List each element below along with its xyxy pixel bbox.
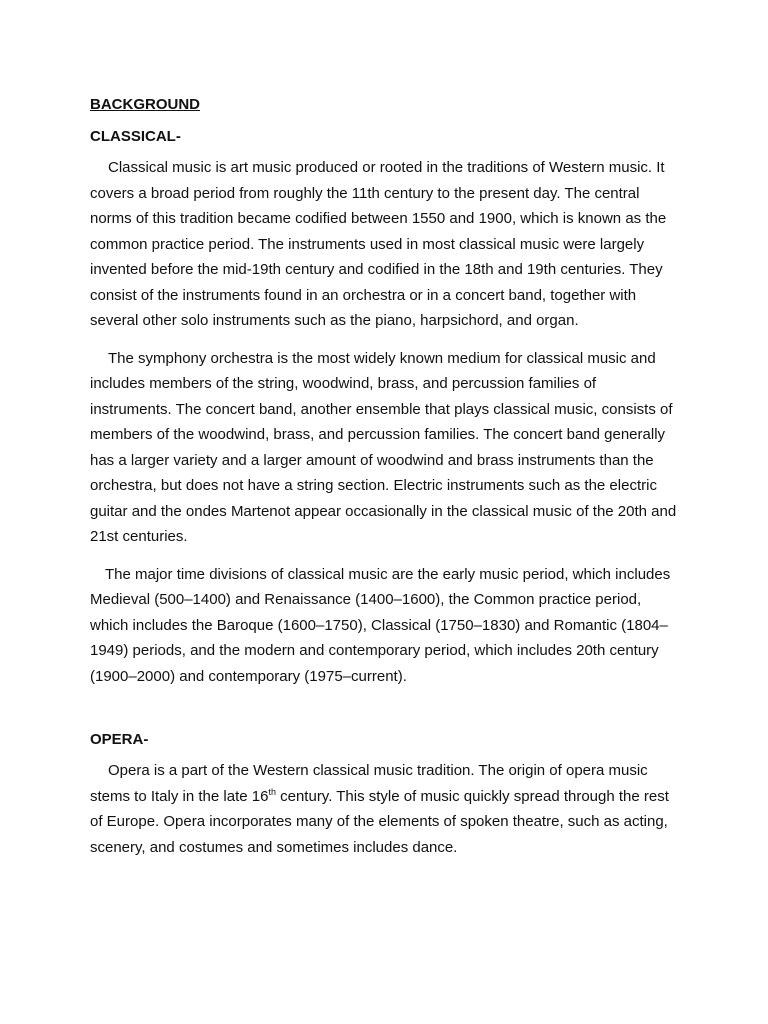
background-heading: BACKGROUND (90, 96, 200, 113)
classical-paragraph-3: The major time divisions of classical music are the early music period, which includes Medieval (500–1400) and Renaissance (1400–1600), the Common practice period, which includes the Baroque (1600–1750), Classical (1750–1830) and Romantic (1804–1949) periods, and the modern and contemporary period, which includes 20th century (1900–2000) and contemporary (1975–current). (90, 565, 671, 685)
opera-text-part2: century. This style of music quickly spread through the rest of Europe. Opera incorporates many of the elements of spoken theatre, such as acting, scenery, and costumes and sometimes includes dance. (90, 787, 669, 856)
classical-paragraph-1: Classical music is art music produced or rooted in the traditions of Western music. It covers a broad period from roughly the 11th century to the present day. The central norms of this tradition became codified between 1550 and 1900, which is known as the common practice period. The instruments used in most classical music were largely invented before the mid-19th century and codified in the 18th and 19th centuries. They consist of the instruments found in an orchestra or in a concert band, together with several other solo instruments such as the piano, harpsichord, and organ. (90, 159, 667, 329)
opera-heading: OPERA- (90, 731, 149, 748)
classical-heading: CLASSICAL- (90, 128, 181, 145)
opera-text-part1: Opera is a part of the Western classical music tradition. The origin of opera music stems to Italy in the late 16 (90, 762, 648, 805)
opera-ordinal-suffix: th (268, 786, 276, 797)
opera-paragraph (90, 758, 680, 860)
classical-paragraph-2: The symphony orchestra is the most widely known medium for classical music and includes members of the string, woodwind, brass, and percussion families of instruments. The concert band, another ensemble that plays classical music, consists of members of the woodwind, brass, and percussion families. The concert band generally has a larger variety and a larger amount of woodwind and brass instruments than the orchestra, but does not have a string section. Electric instruments such as the electric guitar and the ondes Martenot appear occasionally in the classical music of the 20th and 21st centuries. (90, 349, 677, 545)
